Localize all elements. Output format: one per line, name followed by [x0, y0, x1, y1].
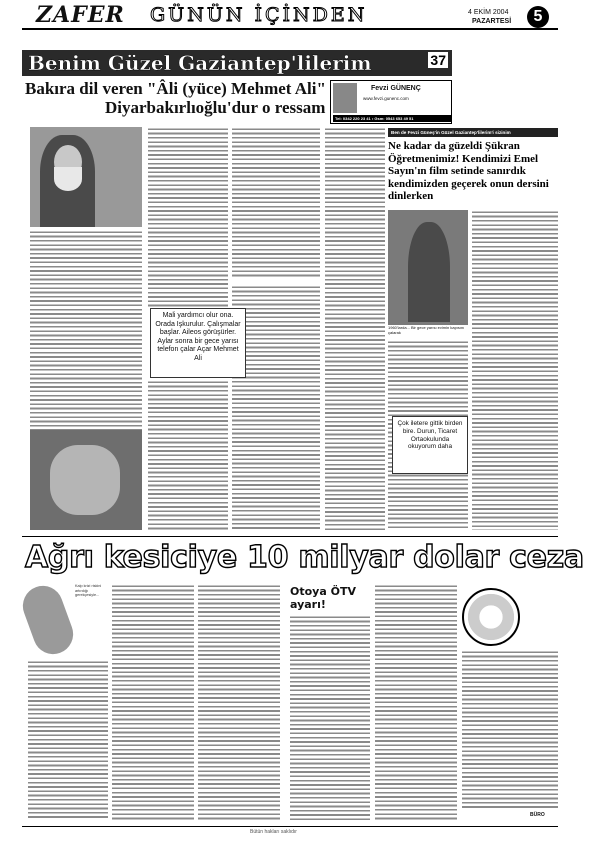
columnist-box	[330, 80, 452, 124]
bottom-headline: Ağrı kesiciye 10 milyar dolar ceza	[25, 540, 584, 575]
pill-illustration	[17, 580, 79, 659]
lead-headline-1: Bakıra dil veren "Âli (yüce) Mehmet Ali"	[25, 79, 326, 98]
columnist-website: www.fevzi.gunenc.com	[363, 96, 409, 101]
bottom-text-col3	[198, 584, 280, 820]
bottom-text-col6	[462, 650, 558, 810]
series-episode: 37	[430, 52, 446, 68]
section-title: GÜNÜN İÇİNDEN	[150, 4, 368, 26]
painting-photo	[30, 430, 142, 530]
bottom-text-col2	[112, 584, 194, 820]
masthead	[0, 0, 595, 40]
footer-caption: Bütün hakları saklıdır	[250, 829, 297, 835]
side-pull-quote-text: Çok iletere gittik birden bire. Durun, Ticaret Ortaokulunda okuyorum daha	[397, 420, 463, 451]
side-photo-caption: 1960'larda... Bir gece yarısı evimin kapısını çalarak	[388, 325, 465, 335]
artist-photo	[30, 127, 142, 227]
bottom-author: BÜRO	[530, 812, 545, 818]
bottom-text-col4	[290, 615, 370, 820]
series-title: Benim Güzel Gaziantep'lilerim	[28, 51, 372, 75]
series-banner	[22, 50, 452, 76]
footer-rule	[22, 826, 558, 827]
lead-headline-2: Diyarbakırlıoğlu'dur o ressam	[105, 98, 326, 117]
columnist-photo	[333, 83, 357, 113]
issue-day: PAZARTESİ	[472, 18, 512, 25]
side-text-col2	[472, 210, 558, 530]
bottom-text-col5	[375, 584, 457, 820]
side-photo	[388, 210, 468, 325]
side-kicker: Ben de Fevzi Güneş'in Güzel Gaziantep'lilerim'i sizinim	[388, 128, 558, 137]
bottom-text-col1	[28, 660, 108, 820]
lead-pull-quote	[150, 308, 246, 378]
lead-text-col3	[232, 127, 320, 277]
columnist-name: Fevzi GÜNENÇ	[371, 85, 421, 92]
lead-text-col5	[325, 127, 385, 530]
zafer-logo: ZAFER	[36, 2, 125, 28]
bottom-left-caption: Kalp krizi riskini artırdığı gerekçesiyle...	[75, 584, 102, 598]
lead-text-col2b	[148, 380, 228, 530]
painting-detail	[50, 445, 120, 515]
columnist-contact: Tel: 0342 220 23 41 • Gsm: 0543 653 49 51	[333, 115, 451, 122]
side-headline: Ne kadar da güzeldi Şükran Öğretmenimiz! Kendimizi Emel Sayın'ın film setinde sanırdık kendimizden geçerek onun dersini dinlerken	[388, 140, 549, 203]
section-divider	[22, 536, 558, 537]
page-number-badge	[527, 6, 549, 28]
page-number: 5	[533, 8, 543, 25]
side-photo-figure	[408, 222, 450, 322]
sub-headline: Otoya ÖTV ayarı!	[290, 585, 356, 611]
issue-date: 4 EKİM 2004	[468, 9, 509, 16]
masthead-rule	[22, 28, 558, 30]
imf-emblem-icon	[462, 588, 520, 646]
artist-beard	[54, 167, 82, 191]
lead-pull-quote-text: Mali yardımcı olur ona. Orada Işkurulur. Çalışmalar başlar. Aileos görüşürler. Aylar sonra bir gece yarısı telefon çalar Açar Mehmet Ali	[155, 312, 241, 362]
side-pull-quote	[392, 416, 468, 474]
lead-text-col2	[148, 127, 228, 307]
